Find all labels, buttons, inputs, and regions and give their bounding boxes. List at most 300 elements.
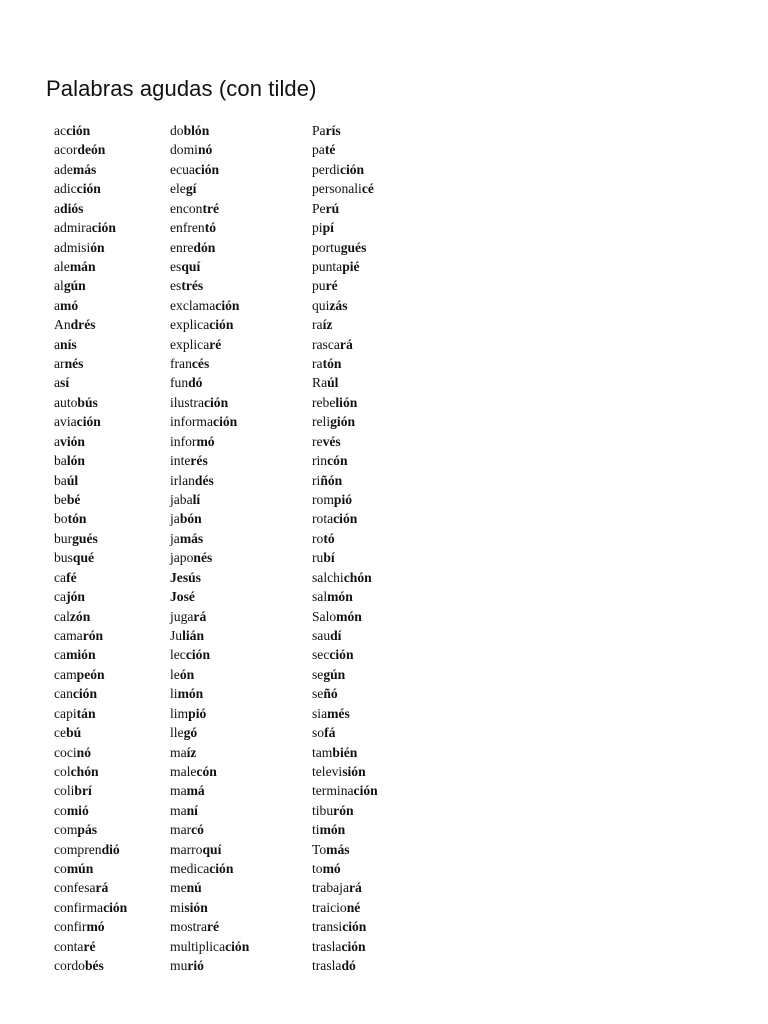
word-stressed-syllable: ré	[325, 278, 338, 294]
word-item	[170, 840, 249, 859]
word-plain-part: enre	[170, 239, 194, 255]
word-item	[54, 412, 127, 431]
word-stressed-syllable: pió	[188, 705, 207, 721]
word-plain-part: rom	[312, 492, 334, 508]
word-stressed-syllable: gués	[72, 530, 98, 546]
word-stressed-syllable: tón	[67, 511, 87, 527]
word-plain-part: adic	[54, 181, 77, 197]
word-plain-part: a	[54, 297, 61, 313]
word-plain-part: fun	[170, 375, 189, 391]
word-stressed-syllable: mó	[86, 919, 105, 935]
word-stressed-syllable: rá	[95, 880, 109, 896]
word-stressed-syllable: rón	[82, 627, 104, 643]
word-stressed-syllable: fá	[324, 725, 336, 741]
word-plain-part: se	[312, 666, 324, 682]
word-plain-part: trasla	[312, 938, 342, 954]
word-stressed-syllable: tó	[323, 530, 335, 546]
word-stressed-syllable: deón	[77, 142, 106, 158]
word-plain-part: bur	[54, 530, 73, 546]
word-item	[312, 626, 378, 645]
word-stressed-syllable: món	[336, 608, 362, 624]
word-item	[170, 859, 249, 878]
word-stressed-syllable: rú	[325, 200, 340, 216]
word-stressed-syllable: ción	[91, 220, 116, 236]
word-plain-part: Ra	[312, 375, 328, 391]
word-stressed-syllable: ción	[185, 647, 211, 663]
word-item	[312, 121, 378, 140]
word-item	[54, 801, 127, 820]
word-item	[54, 684, 127, 703]
word-stressed-syllable: ción	[225, 938, 250, 954]
word-item	[312, 451, 378, 470]
word-item	[170, 743, 249, 762]
word-stressed-syllable: más	[72, 161, 97, 177]
word-item	[312, 801, 378, 820]
word-stressed-syllable: zón	[69, 608, 91, 624]
word-plain-part: sec	[312, 647, 330, 663]
word-item	[170, 160, 249, 179]
word-stressed-syllable: pió	[333, 492, 353, 508]
word-plain-part: trabaja	[312, 880, 349, 896]
word-item	[54, 762, 127, 781]
word-item	[170, 820, 249, 839]
word-item	[170, 218, 249, 237]
word-stressed-syllable: íz	[322, 317, 333, 333]
word-plain-part: lle	[170, 725, 184, 741]
word-stressed-syllable: nó	[76, 744, 92, 760]
word-stressed-syllable: pí	[322, 220, 334, 236]
word-item	[312, 140, 378, 159]
word-plain-part: ja	[170, 530, 180, 546]
word-item	[312, 509, 378, 528]
word-stressed-syllable: nés	[64, 356, 84, 372]
word-stressed-syllable: rió	[187, 958, 204, 974]
word-item	[54, 490, 127, 509]
word-plain-part: ca	[54, 647, 67, 663]
word-plain-part: male	[170, 763, 197, 779]
word-item	[170, 723, 249, 742]
word-stressed-syllable: ción	[329, 647, 354, 663]
word-plain-part: conta	[54, 938, 84, 954]
word-item	[312, 587, 378, 606]
word-item	[312, 781, 378, 800]
word-stressed-syllable: lián	[182, 627, 205, 643]
word-stressed-syllable: ré	[83, 938, 96, 954]
word-plain-part: es	[170, 258, 182, 274]
word-item	[170, 645, 249, 664]
word-item	[54, 898, 127, 917]
word-stressed-syllable: José	[170, 589, 195, 605]
word-stressed-syllable: nó	[197, 142, 213, 158]
word-plain-part: so	[312, 725, 325, 741]
word-stressed-syllable: ré	[209, 336, 222, 352]
word-plain-part: portu	[312, 239, 341, 255]
word-item	[54, 509, 127, 528]
word-plain-part: ma	[170, 744, 187, 760]
word-plain-part: qui	[312, 297, 330, 313]
word-stressed-syllable: ción	[209, 861, 234, 877]
word-stressed-syllable: món	[327, 589, 353, 605]
word-plain-part: rasca	[312, 336, 340, 352]
word-item	[170, 898, 249, 917]
word-item	[170, 238, 249, 257]
word-item	[170, 471, 249, 490]
word-stressed-syllable: dió	[101, 841, 120, 857]
word-item	[54, 257, 127, 276]
word-item	[312, 937, 378, 956]
word-plain-part: ro	[312, 530, 324, 546]
word-item	[54, 451, 127, 470]
word-stressed-syllable: món	[319, 822, 346, 838]
word-stressed-syllable: món	[177, 686, 204, 702]
word-item	[312, 199, 378, 218]
word-item	[54, 393, 127, 412]
word-stressed-syllable: nú	[186, 880, 202, 896]
word-plain-part: capi	[54, 705, 77, 721]
word-stressed-syllable: tó	[204, 220, 217, 236]
word-plain-part: pa	[312, 142, 325, 158]
word-stressed-syllable: bién	[332, 744, 358, 760]
word-stressed-syllable: quí	[202, 841, 222, 857]
word-column-2	[170, 121, 249, 976]
word-plain-part: Pe	[312, 200, 326, 216]
word-plain-part: reli	[312, 414, 331, 430]
word-item	[54, 587, 127, 606]
word-item	[312, 315, 378, 334]
word-plain-part: sau	[312, 627, 331, 643]
word-stressed-syllable: ción	[339, 161, 365, 177]
word-plain-part: multiplica	[170, 938, 226, 954]
word-stressed-syllable: úl	[66, 472, 79, 488]
word-plain-part: to	[312, 861, 323, 877]
word-item	[170, 121, 249, 140]
word-item	[312, 432, 378, 451]
word-item	[312, 840, 378, 859]
word-item	[54, 743, 127, 762]
word-stressed-syllable: ción	[103, 899, 128, 915]
word-stressed-syllable: zás	[329, 297, 348, 313]
word-stressed-syllable: má	[186, 783, 205, 799]
word-stressed-syllable: brí	[74, 783, 92, 799]
word-item	[312, 490, 378, 509]
word-plain-part: irlan	[170, 472, 195, 488]
word-item	[312, 238, 378, 257]
word-plain-part: cordo	[54, 958, 85, 974]
word-item	[312, 898, 378, 917]
word-plain-part: li	[170, 686, 178, 702]
word-item	[170, 315, 249, 334]
word-plain-part: ma	[170, 802, 187, 818]
word-plain-part: Pa	[312, 123, 326, 138]
word-plain-part: do	[170, 123, 184, 138]
word-stressed-syllable: lión	[335, 394, 358, 410]
word-stressed-syllable: ción	[213, 414, 238, 430]
word-stressed-syllable: gués	[340, 239, 367, 255]
word-stressed-syllable: cón	[196, 763, 217, 779]
word-plain-part: bus	[54, 550, 73, 566]
word-stressed-syllable: mó	[322, 861, 341, 877]
word-stressed-syllable: ción	[215, 297, 240, 313]
word-item	[170, 665, 249, 684]
word-plain-part: ja	[170, 511, 180, 527]
word-plain-part: ce	[54, 725, 67, 741]
word-item	[54, 568, 127, 587]
word-stressed-syllable: gí	[185, 181, 197, 197]
word-plain-part: ma	[170, 783, 187, 799]
word-plain-part: Ju	[170, 627, 183, 643]
word-item	[54, 471, 127, 490]
word-plain-part: a	[54, 336, 61, 352]
word-stressed-syllable: más	[179, 530, 204, 546]
word-plain-part: co	[54, 802, 67, 818]
word-plain-part: trasla	[312, 958, 342, 974]
word-plain-part: fran	[170, 356, 192, 372]
word-item	[170, 257, 249, 276]
word-stressed-syllable: blón	[183, 123, 210, 138]
word-stressed-syllable: íz	[186, 744, 197, 760]
word-item	[312, 684, 378, 703]
word-item	[54, 140, 127, 159]
word-plain-part: exclama	[170, 297, 216, 313]
word-stressed-syllable: cé	[361, 181, 374, 197]
word-item	[54, 529, 127, 548]
word-stressed-syllable: qué	[72, 550, 95, 566]
word-plain-part: mu	[170, 958, 188, 974]
word-item	[54, 432, 127, 451]
word-item	[170, 626, 249, 645]
word-stressed-syllable: sión	[184, 899, 208, 915]
word-stressed-syllable: lón	[66, 453, 85, 469]
word-item	[170, 373, 249, 392]
word-item	[170, 529, 249, 548]
word-stressed-syllable: quí	[181, 258, 201, 274]
word-item	[312, 568, 378, 587]
word-stressed-syllable: mó	[60, 297, 79, 313]
word-stressed-syllable: ón	[179, 666, 195, 682]
word-plain-part: col	[54, 763, 71, 779]
word-plain-part: coli	[54, 783, 75, 799]
word-stressed-syllable: ción	[66, 123, 91, 138]
word-plain-part: cal	[54, 608, 70, 624]
word-item	[170, 937, 249, 956]
word-stressed-syllable: rá	[193, 608, 207, 624]
word-plain-part: admira	[54, 220, 92, 236]
word-stressed-syllable: mó	[196, 433, 215, 449]
word-item	[312, 665, 378, 684]
word-item	[170, 354, 249, 373]
word-plain-part: medica	[170, 861, 210, 877]
word-stressed-syllable: có	[191, 822, 204, 838]
word-plain-part: confirma	[54, 899, 104, 915]
word-stressed-syllable: bú	[66, 725, 82, 741]
word-stressed-syllable: ción	[209, 317, 234, 333]
word-item	[170, 199, 249, 218]
word-plain-part: juga	[170, 608, 194, 624]
word-item	[170, 490, 249, 509]
word-plain-part: jaba	[170, 492, 193, 508]
word-item	[312, 704, 378, 723]
word-stressed-syllable: cón	[327, 453, 348, 469]
word-plain-part: rota	[312, 511, 334, 527]
word-stressed-syllable: gión	[330, 414, 356, 430]
word-item	[54, 645, 127, 664]
word-stressed-syllable: tón	[322, 356, 342, 372]
word-item	[170, 140, 249, 159]
word-stressed-syllable: sión	[342, 763, 366, 779]
word-plain-part: compren	[54, 841, 102, 857]
word-item	[312, 257, 378, 276]
word-stressed-syllable: ción	[203, 394, 229, 410]
word-item	[170, 587, 249, 606]
word-stressed-syllable: drés	[70, 317, 96, 333]
word-plain-part: pu	[312, 278, 326, 294]
word-plain-part: salchi	[312, 569, 344, 585]
word-stressed-syllable: vés	[322, 433, 341, 449]
word-stressed-syllable: mán	[69, 258, 96, 274]
word-plain-part: acor	[54, 142, 78, 158]
word-plain-part: inte	[170, 453, 191, 469]
word-plain-part: al	[54, 278, 64, 294]
word-plain-part: ele	[170, 181, 186, 197]
word-item	[54, 820, 127, 839]
word-stressed-syllable: cés	[191, 356, 210, 372]
word-stressed-syllable: ñón	[320, 472, 343, 488]
word-stressed-syllable: né	[346, 899, 361, 915]
word-stressed-syllable: chón	[70, 763, 99, 779]
word-item	[312, 160, 378, 179]
word-stressed-syllable: bés	[84, 958, 104, 974]
word-plain-part: ecua	[170, 161, 195, 177]
word-plain-part: re	[312, 433, 323, 449]
word-stressed-syllable: pás	[77, 822, 98, 838]
word-stressed-syllable: chón	[343, 569, 372, 585]
word-plain-part: tam	[312, 744, 333, 760]
word-item	[170, 607, 249, 626]
word-item	[54, 917, 127, 936]
word-plain-part: An	[54, 317, 71, 333]
word-stressed-syllable: Jesús	[170, 569, 201, 585]
word-stressed-syllable: ción	[341, 938, 366, 954]
word-item	[54, 607, 127, 626]
word-stressed-syllable: ción	[194, 161, 220, 177]
word-plain-part: ca	[54, 589, 67, 605]
word-item	[54, 315, 127, 334]
word-item	[170, 762, 249, 781]
word-stressed-syllable: nés	[193, 550, 213, 566]
word-plain-part: cama	[54, 627, 83, 643]
word-item	[170, 781, 249, 800]
word-item	[312, 548, 378, 567]
word-plain-part: ti	[312, 822, 320, 838]
word-item	[54, 781, 127, 800]
word-item	[54, 548, 127, 567]
word-plain-part: rin	[312, 453, 328, 469]
word-plain-part: me	[170, 880, 187, 896]
word-stressed-syllable: dó	[188, 375, 203, 391]
word-plain-part: To	[312, 841, 327, 857]
word-stressed-syllable: ción	[333, 511, 358, 527]
word-stressed-syllable: ní	[186, 802, 198, 818]
word-stressed-syllable: ción	[353, 783, 378, 799]
word-stressed-syllable: ción	[76, 414, 101, 430]
word-plain-part: ilustra	[170, 394, 204, 410]
word-item	[312, 917, 378, 936]
word-item	[312, 393, 378, 412]
word-plain-part: can	[54, 686, 73, 702]
word-plain-part: sia	[312, 705, 328, 721]
word-item	[312, 373, 378, 392]
word-plain-part: coci	[54, 744, 77, 760]
word-plain-part: a	[54, 375, 61, 391]
word-plain-part: ale	[54, 258, 70, 274]
word-stressed-syllable: dés	[194, 472, 214, 488]
word-plain-part: bo	[54, 511, 68, 527]
word-item	[54, 665, 127, 684]
word-plain-part: explica	[170, 336, 210, 352]
word-plain-part: ar	[54, 356, 65, 372]
word-stressed-syllable: bón	[179, 511, 202, 527]
word-item	[170, 335, 249, 354]
word-item	[170, 568, 249, 587]
word-item	[170, 451, 249, 470]
word-item	[312, 529, 378, 548]
word-stressed-syllable: rés	[190, 453, 208, 469]
word-item	[170, 412, 249, 431]
word-item	[312, 412, 378, 431]
word-stressed-syllable: trés	[181, 278, 204, 294]
word-item	[312, 743, 378, 762]
word-plain-part: pi	[312, 220, 323, 236]
word-item	[54, 199, 127, 218]
word-plain-part: le	[170, 666, 180, 682]
word-item	[54, 704, 127, 723]
word-item	[54, 859, 127, 878]
word-stressed-syllable: ción	[72, 686, 98, 702]
word-item	[54, 937, 127, 956]
word-plain-part: a	[54, 433, 61, 449]
word-item	[170, 956, 249, 975]
word-item	[54, 179, 127, 198]
word-item	[170, 296, 249, 315]
word-plain-part: japo	[170, 550, 194, 566]
word-column-3	[312, 121, 378, 976]
word-plain-part: avia	[54, 414, 77, 430]
word-plain-part: televi	[312, 763, 343, 779]
word-plain-part: rebe	[312, 394, 336, 410]
word-item	[312, 179, 378, 198]
word-stressed-syllable: ñó	[323, 686, 338, 702]
word-stressed-syllable: rá	[339, 336, 353, 352]
word-stressed-syllable: diós	[60, 200, 84, 216]
word-item	[312, 335, 378, 354]
word-stressed-syllable: tré	[202, 200, 220, 216]
word-plain-part: infor	[170, 433, 197, 449]
word-stressed-syllable: gó	[183, 725, 198, 741]
word-item	[54, 723, 127, 742]
word-stressed-syllable: bí	[323, 550, 335, 566]
word-stressed-syllable: rón	[333, 802, 354, 818]
word-item	[312, 878, 378, 897]
word-plain-part: explica	[170, 317, 210, 333]
word-plain-part: enfren	[170, 220, 205, 236]
word-stressed-syllable: más	[326, 841, 350, 857]
word-plain-part: traicio	[312, 899, 347, 915]
word-stressed-syllable: gún	[63, 278, 86, 294]
page-title: Palabras agudas (con tilde)	[46, 76, 317, 101]
word-plain-part: admisi	[54, 239, 91, 255]
word-item	[312, 859, 378, 878]
word-item	[54, 373, 127, 392]
